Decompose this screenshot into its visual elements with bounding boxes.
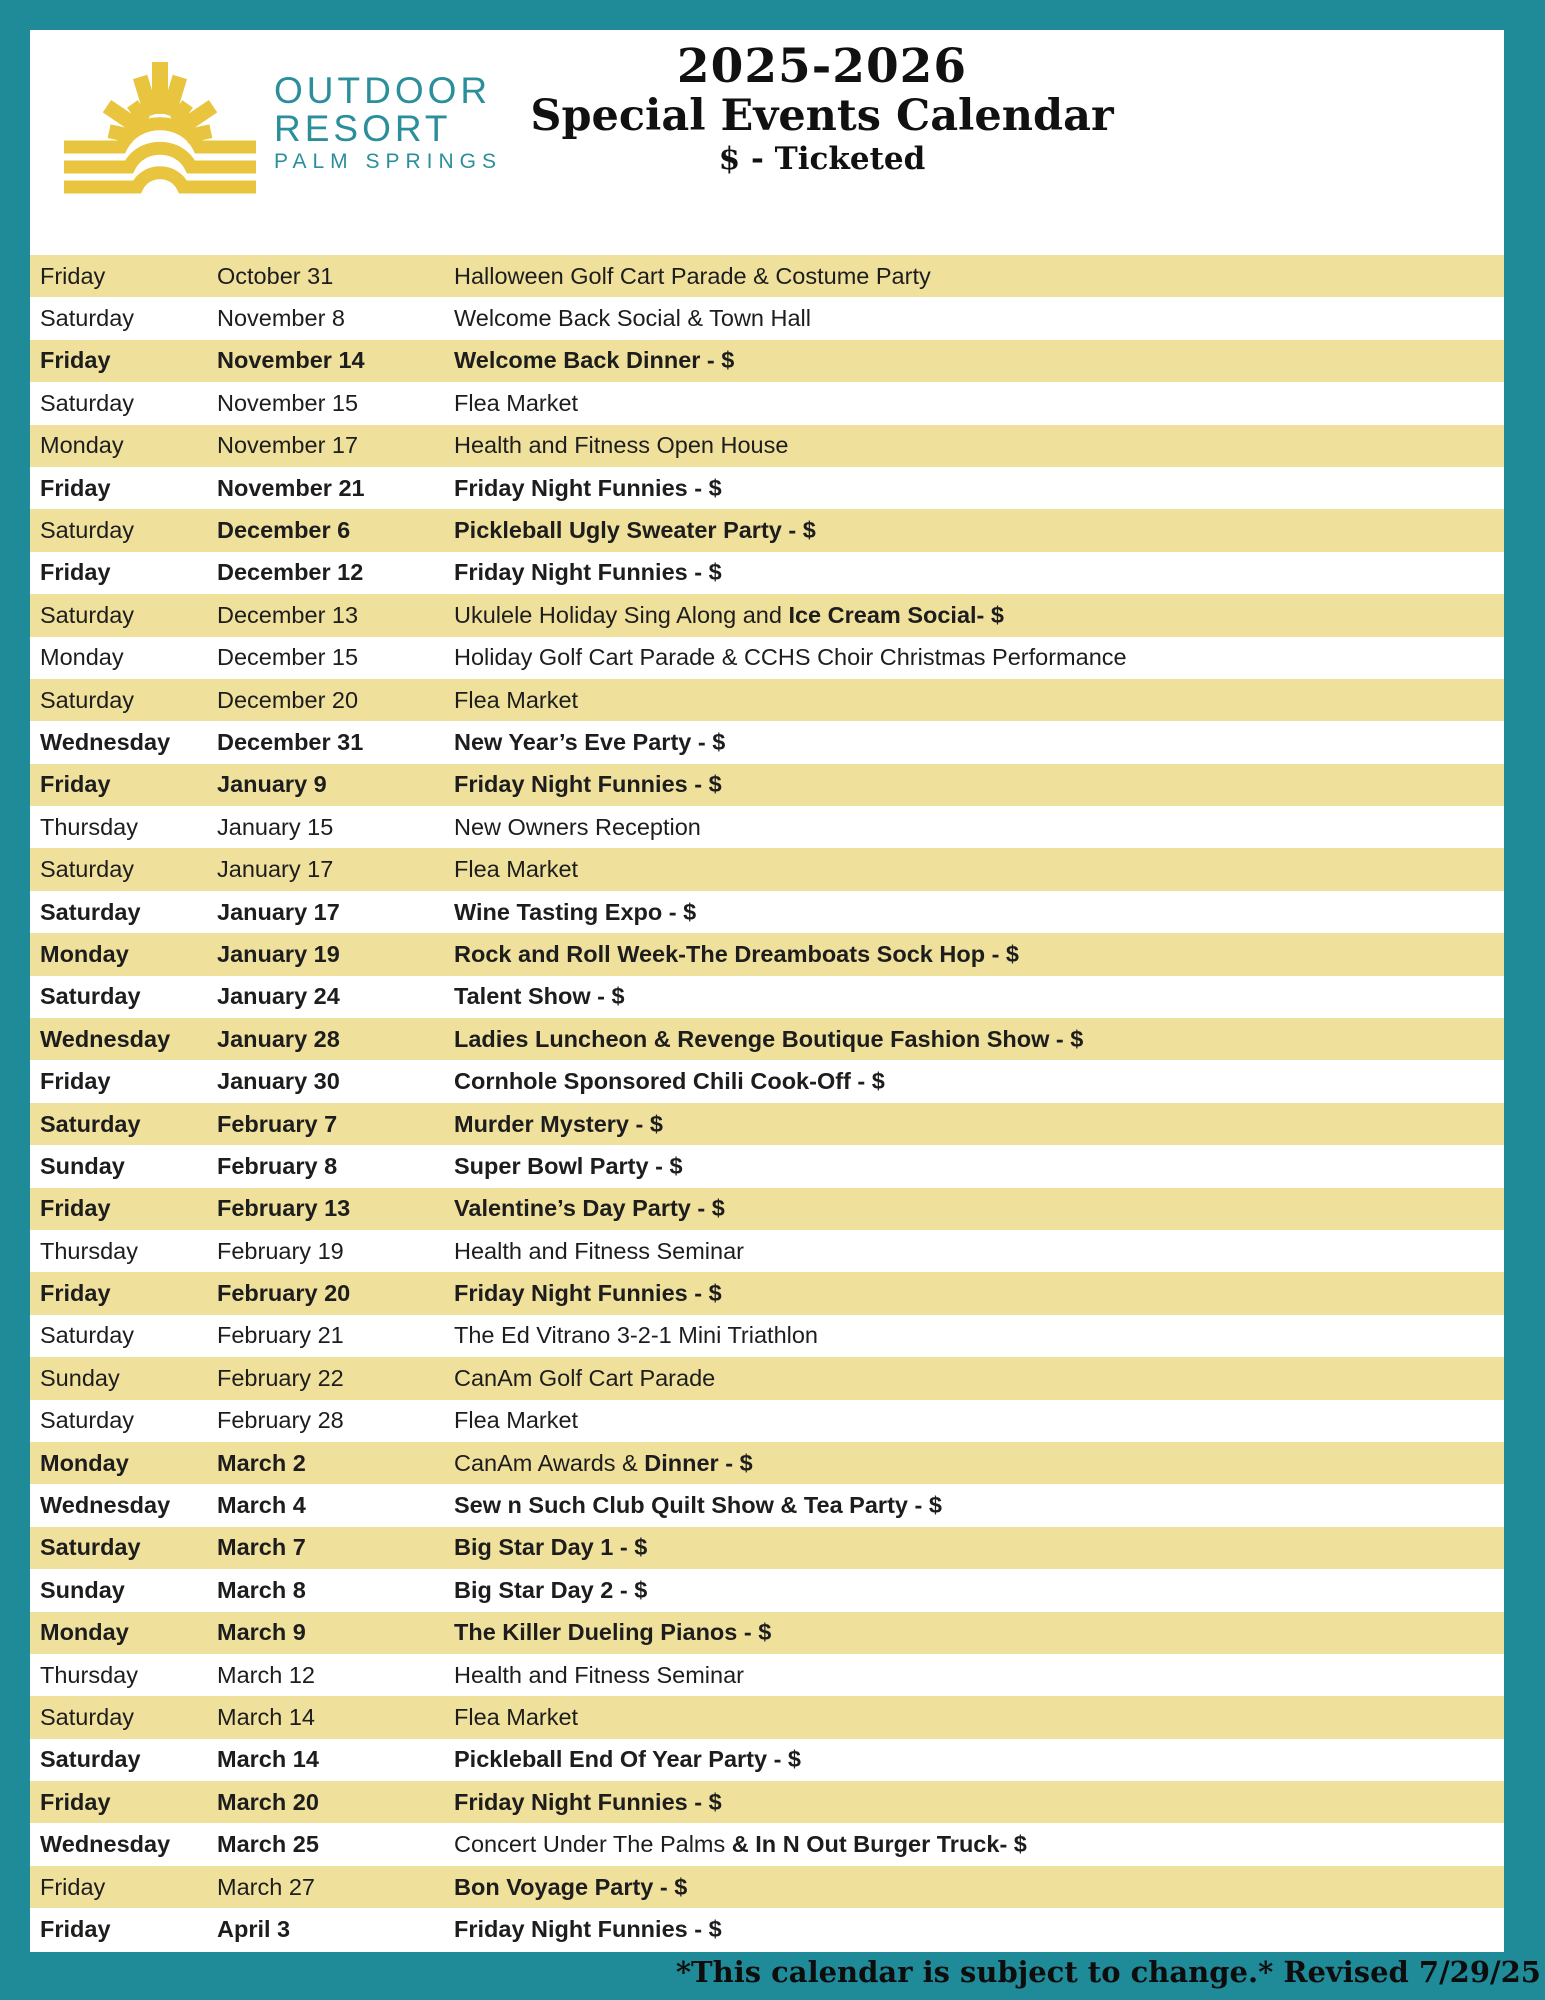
event-cell xyxy=(454,1916,1504,1943)
event-row xyxy=(30,1230,1504,1272)
event-row xyxy=(30,721,1504,763)
date-cell: January 24 xyxy=(217,983,340,1010)
event-text-segment: Friday Night Funnies - $ xyxy=(454,1280,722,1307)
event-row xyxy=(30,1612,1504,1654)
date-cell: January 28 xyxy=(217,1025,340,1052)
date-cell: December 31 xyxy=(217,728,364,755)
event-text-segment: Halloween Golf Cart Parade & Costume Party xyxy=(454,262,931,289)
event-text-segment: CanAm Golf Cart Parade xyxy=(454,1364,716,1391)
event-cell xyxy=(454,1068,1504,1095)
event-text-segment: Friday Night Funnies - $ xyxy=(454,474,722,501)
event-row xyxy=(30,1272,1504,1314)
day-cell: Friday xyxy=(40,1280,111,1307)
event-row xyxy=(30,1696,1504,1738)
date-cell: December 12 xyxy=(217,559,364,586)
event-text-segment: Big Star Day 2 - $ xyxy=(454,1576,648,1603)
day-cell: Saturday xyxy=(40,1110,141,1137)
date-cell: December 6 xyxy=(217,517,351,544)
day-cell: Friday xyxy=(40,474,111,501)
date-cell: February 28 xyxy=(217,1407,344,1434)
event-text-segment: Sew n Such Club Quilt Show & Tea Party - $ xyxy=(454,1492,942,1519)
event-cell xyxy=(454,1195,1504,1222)
date-cell: March 12 xyxy=(217,1661,315,1688)
event-cell xyxy=(454,1534,1504,1561)
event-cell xyxy=(454,899,1504,926)
event-cell xyxy=(454,1280,1504,1307)
event-text-segment: Health and Fitness Seminar xyxy=(454,1661,744,1688)
event-text-segment: Big Star Day 1 - $ xyxy=(454,1534,648,1561)
event-row xyxy=(30,848,1504,890)
event-text-segment: Friday Night Funnies - $ xyxy=(454,1788,722,1815)
event-row xyxy=(30,764,1504,806)
date-cell: February 20 xyxy=(217,1280,351,1307)
event-text-segment: Flea Market xyxy=(454,389,579,416)
event-text-segment: Talent Show - $ xyxy=(454,983,625,1010)
event-cell xyxy=(454,687,1504,714)
event-cell xyxy=(454,1153,1504,1180)
event-text-segment: The Ed Vitrano 3-2-1 Mini Triathlon xyxy=(454,1322,818,1349)
date-cell: March 8 xyxy=(217,1576,306,1603)
event-row xyxy=(30,637,1504,679)
event-text-segment: Friday Night Funnies - $ xyxy=(454,771,722,798)
event-text-segment: The Killer Dueling Pianos - $ xyxy=(454,1619,772,1646)
date-cell: January 19 xyxy=(217,940,340,967)
event-row xyxy=(30,425,1504,467)
event-text-segment: Ladies Luncheon & Revenge Boutique Fashion Show - $ xyxy=(454,1025,1084,1052)
event-row xyxy=(30,806,1504,848)
day-cell: Monday xyxy=(40,432,124,459)
day-cell: Wednesday xyxy=(40,1492,171,1519)
logo-wordmark xyxy=(274,72,502,173)
day-cell: Saturday xyxy=(40,389,135,416)
event-cell xyxy=(454,559,1504,586)
event-row xyxy=(30,1060,1504,1102)
title-years: 2025-2026 xyxy=(676,39,968,94)
event-cell xyxy=(454,1577,1504,1604)
day-cell: Friday xyxy=(40,1788,111,1815)
event-cell xyxy=(454,517,1504,544)
event-text-segment: Holiday Golf Cart Parade & CCHS Choir Christmas Performance xyxy=(454,644,1127,671)
event-text-segment: Welcome Back Social & Town Hall xyxy=(454,305,811,332)
day-cell: Monday xyxy=(40,1619,129,1646)
event-cell xyxy=(454,1831,1504,1858)
event-row xyxy=(30,1823,1504,1865)
event-row xyxy=(30,1357,1504,1399)
day-cell: Saturday xyxy=(40,1534,141,1561)
day-cell: Friday xyxy=(40,771,111,798)
event-row xyxy=(30,594,1504,636)
day-cell: Friday xyxy=(40,347,111,374)
event-text-segment: Flea Market xyxy=(454,856,579,883)
event-cell xyxy=(454,1450,1504,1477)
event-text-segment: Flea Market xyxy=(454,1407,579,1434)
event-cell xyxy=(454,1407,1504,1434)
logo-word-palm-springs: PALM SPRINGS xyxy=(274,150,502,174)
event-row xyxy=(30,467,1504,509)
event-row xyxy=(30,1103,1504,1145)
day-cell: Saturday xyxy=(40,686,135,713)
event-text-segment: Valentine’s Day Party - $ xyxy=(454,1195,725,1222)
event-text-segment: Super Bowl Party - $ xyxy=(454,1152,683,1179)
day-cell: Sunday xyxy=(40,1364,120,1391)
date-cell: March 14 xyxy=(217,1703,315,1730)
date-cell: March 7 xyxy=(217,1534,306,1561)
date-cell: March 4 xyxy=(217,1492,306,1519)
event-text-segment: Health and Fitness Seminar xyxy=(454,1237,744,1264)
date-cell: April 3 xyxy=(217,1915,291,1942)
event-row xyxy=(30,679,1504,721)
day-cell: Thursday xyxy=(40,813,138,840)
date-cell: January 30 xyxy=(217,1068,340,1095)
event-text-segment: Murder Mystery - $ xyxy=(454,1110,663,1137)
event-cell xyxy=(454,644,1504,671)
date-cell: January 17 xyxy=(217,856,334,883)
day-cell: Monday xyxy=(40,644,124,671)
day-cell: Saturday xyxy=(40,601,135,628)
event-row xyxy=(30,891,1504,933)
date-cell: March 25 xyxy=(217,1831,319,1858)
event-text-segment: Rock and Roll Week-The Dreamboats Sock Hop - $ xyxy=(454,940,1019,967)
event-text-segment: Dinner - $ xyxy=(644,1449,753,1476)
event-text-segment: Pickleball Ugly Sweater Party - $ xyxy=(454,517,816,544)
day-cell: Friday xyxy=(40,262,106,289)
event-text-segment: Concert Under The Palms xyxy=(454,1831,732,1858)
event-row xyxy=(30,1442,1504,1484)
logo-word-resort: RESORT xyxy=(274,107,452,149)
event-text-segment: Friday Night Funnies - $ xyxy=(454,1915,722,1942)
day-cell: Friday xyxy=(40,1915,111,1942)
day-cell: Saturday xyxy=(40,898,141,925)
event-row xyxy=(30,1315,1504,1357)
event-row xyxy=(30,1654,1504,1696)
event-cell xyxy=(454,1238,1504,1265)
date-cell: February 8 xyxy=(217,1152,338,1179)
footer-disclaimer: *This calendar is subject to change.* Revised 7/29/25 xyxy=(675,1955,1541,1989)
event-cell xyxy=(454,771,1504,798)
ticketed-legend: $ - Ticketed xyxy=(718,141,926,178)
event-cell xyxy=(454,941,1504,968)
event-row xyxy=(30,382,1504,424)
event-text-segment: Friday Night Funnies - $ xyxy=(454,559,722,586)
event-text-segment: Cornhole Sponsored Chili Cook-Off - $ xyxy=(454,1068,885,1095)
event-cell xyxy=(454,1365,1504,1392)
event-row xyxy=(30,509,1504,551)
day-cell: Saturday xyxy=(40,1407,135,1434)
event-cell xyxy=(454,1111,1504,1138)
event-row xyxy=(30,1569,1504,1611)
date-cell: February 7 xyxy=(217,1110,338,1137)
event-text-segment: Flea Market xyxy=(454,686,579,713)
event-text-segment: Pickleball End Of Year Party - $ xyxy=(454,1746,802,1773)
events-table xyxy=(30,255,1504,1951)
date-cell: February 22 xyxy=(217,1364,344,1391)
event-text-segment: CanAm Awards & xyxy=(454,1449,645,1476)
day-cell: Thursday xyxy=(40,1661,138,1688)
page xyxy=(30,30,1504,1952)
event-cell xyxy=(454,390,1504,417)
event-text-segment: Bon Voyage Party - $ xyxy=(454,1873,688,1900)
event-cell xyxy=(454,729,1504,756)
date-cell: November 14 xyxy=(217,347,365,374)
day-cell: Friday xyxy=(40,559,111,586)
date-cell: November 17 xyxy=(217,432,359,459)
logo-word-outdoor: OUTDOOR xyxy=(274,70,492,111)
event-row xyxy=(30,1739,1504,1781)
date-cell: March 20 xyxy=(217,1788,319,1815)
date-cell: October 31 xyxy=(217,262,334,289)
day-cell: Saturday xyxy=(40,305,135,332)
day-cell: Saturday xyxy=(40,1322,135,1349)
event-text-segment: Health and Fitness Open House xyxy=(454,432,789,459)
date-cell: January 15 xyxy=(217,813,334,840)
date-cell: February 13 xyxy=(217,1195,351,1222)
day-cell: Wednesday xyxy=(40,1025,171,1052)
day-cell: Monday xyxy=(40,1449,129,1476)
day-cell: Friday xyxy=(40,1873,106,1900)
event-row xyxy=(30,1781,1504,1823)
event-row xyxy=(30,1018,1504,1060)
event-text-segment: Flea Market xyxy=(454,1703,579,1730)
event-row xyxy=(30,1484,1504,1526)
day-cell: Thursday xyxy=(40,1237,138,1264)
date-cell: March 14 xyxy=(217,1746,319,1773)
day-cell: Sunday xyxy=(40,1152,125,1179)
date-cell: November 15 xyxy=(217,389,359,416)
event-cell xyxy=(454,1026,1504,1053)
event-cell xyxy=(454,602,1504,629)
event-text-segment: New Year’s Eve Party - $ xyxy=(454,728,726,755)
event-cell xyxy=(454,814,1504,841)
event-cell xyxy=(454,1704,1504,1731)
day-cell: Monday xyxy=(40,940,129,967)
event-row xyxy=(30,933,1504,975)
event-text-segment: & In N Out Burger Truck- $ xyxy=(731,1831,1027,1858)
sun-rays-icon xyxy=(60,50,260,200)
event-cell xyxy=(454,1619,1504,1646)
title-block xyxy=(510,40,1134,181)
day-cell: Wednesday xyxy=(40,1831,171,1858)
event-row xyxy=(30,1527,1504,1569)
day-cell: Saturday xyxy=(40,1703,135,1730)
day-cell: Saturday xyxy=(40,1746,141,1773)
event-cell xyxy=(454,347,1504,374)
event-cell xyxy=(454,1746,1504,1773)
event-row xyxy=(30,1908,1504,1950)
event-cell xyxy=(454,1662,1504,1689)
event-row xyxy=(30,1866,1504,1908)
event-cell xyxy=(454,856,1504,883)
day-cell: Wednesday xyxy=(40,728,171,755)
event-row xyxy=(30,255,1504,297)
date-cell: February 19 xyxy=(217,1237,344,1264)
day-cell: Sunday xyxy=(40,1576,125,1603)
date-cell: March 2 xyxy=(217,1449,306,1476)
event-cell xyxy=(454,432,1504,459)
event-text-segment: Welcome Back Dinner - $ xyxy=(454,347,735,374)
event-row xyxy=(30,552,1504,594)
date-cell: November 21 xyxy=(217,474,365,501)
date-cell: February 21 xyxy=(217,1322,344,1349)
date-cell: March 9 xyxy=(217,1619,306,1646)
event-cell xyxy=(454,1789,1504,1816)
day-cell: Saturday xyxy=(40,983,141,1010)
event-row xyxy=(30,1145,1504,1187)
event-text-segment: Wine Tasting Expo - $ xyxy=(454,898,697,925)
event-cell xyxy=(454,305,1504,332)
event-text-segment: New Owners Reception xyxy=(454,813,701,840)
day-cell: Friday xyxy=(40,1195,111,1222)
page-title: Special Events Calendar xyxy=(530,91,1114,142)
resort-logo xyxy=(60,50,502,200)
date-cell: December 15 xyxy=(217,644,359,671)
event-text-segment: Ice Cream Social- $ xyxy=(788,601,1004,628)
date-cell: January 9 xyxy=(217,771,327,798)
day-cell: Friday xyxy=(40,1068,111,1095)
event-cell xyxy=(454,1874,1504,1901)
date-cell: December 13 xyxy=(217,601,359,628)
date-cell: March 27 xyxy=(217,1873,315,1900)
event-row xyxy=(30,1400,1504,1442)
event-row xyxy=(30,340,1504,382)
event-cell xyxy=(454,1322,1504,1349)
event-cell xyxy=(454,1492,1504,1519)
event-row xyxy=(30,297,1504,339)
event-row xyxy=(30,1188,1504,1230)
day-cell: Saturday xyxy=(40,517,135,544)
date-cell: December 20 xyxy=(217,686,359,713)
event-cell xyxy=(454,263,1504,290)
date-cell: November 8 xyxy=(217,305,345,332)
event-text-segment: Ukulele Holiday Sing Along and xyxy=(454,601,789,628)
date-cell: January 17 xyxy=(217,898,340,925)
event-cell xyxy=(454,983,1504,1010)
day-cell: Saturday xyxy=(40,856,135,883)
event-row xyxy=(30,976,1504,1018)
event-cell xyxy=(454,475,1504,502)
